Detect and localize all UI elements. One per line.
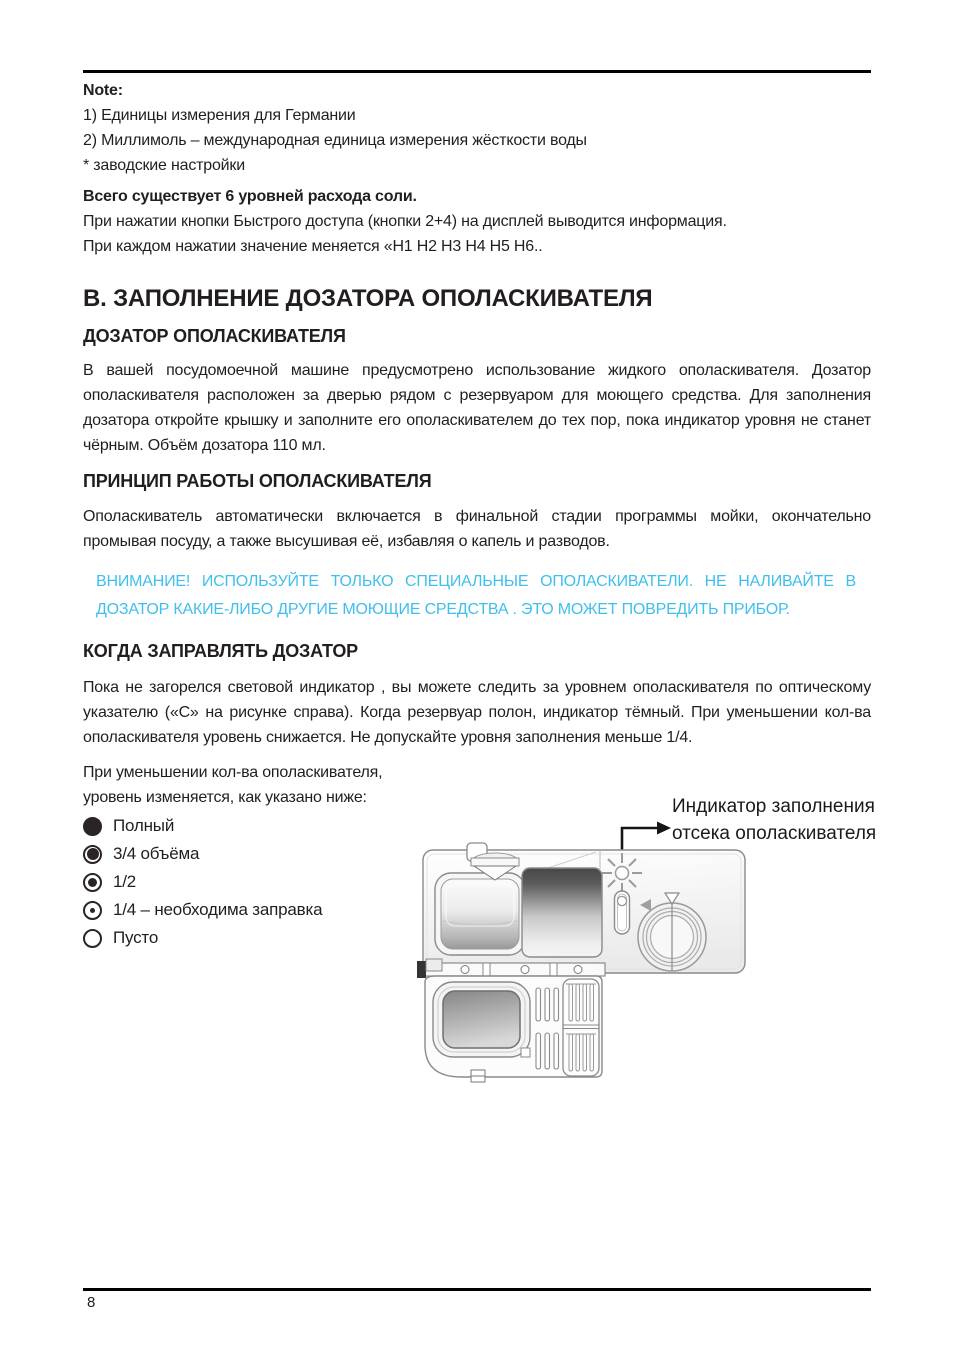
lid-ribbed-grate (563, 979, 599, 1076)
refill-body: Пока не загорелся световой индикатор , вы можете следить за уровнем ополаскивателя по оптическому указателю («С» на рисунке справа). Когда резервуар полон, индикатор тёмный. При уменьшении кол-ва ополаскивателя уровень снижается. Не допускайте уровня заполнения меньше 1/4. (83, 679, 871, 746)
figure-callout-line: отсека ополаскивателя (672, 823, 877, 844)
refill-heading: КОГДА ЗАПРАВЛЯТЬ ДОЗАТОР (83, 641, 358, 661)
salt-info-line: При нажатии кнопки Быстрого доступа (кнопки 2+4) на дисплей выводится информация. (83, 213, 727, 230)
level-item (83, 924, 423, 952)
section-title: B. ЗАПОЛНЕНИЕ ДОЗАТОРА ОПОЛАСКИВАТЕЛЯ (83, 285, 653, 312)
note-label: Note: (83, 82, 123, 99)
bottom-rule (83, 1288, 871, 1291)
top-rule (83, 70, 871, 73)
level-empty-icon (83, 929, 102, 948)
salt-info-line: При каждом нажатии значение меняется «H1 H2 H3 H4 H5 H6.. (83, 238, 543, 255)
detergent-main-compartment (435, 873, 525, 955)
level-full-icon (83, 817, 102, 836)
note-line: 1) Единицы измерения для Германии (83, 107, 356, 124)
note-line: 2) Миллимоль – международная единица измерения жёсткости воды (83, 132, 587, 149)
level-three-quarter-icon (83, 845, 102, 864)
principle-body: Ополаскиватель автоматически включается в финальной стадии программы мойки, окончательно промывая посуду, а также высушивая её, избавляя о капель и разводов. (83, 508, 871, 550)
warning-text: ВНИМАНИЕ! ИСПОЛЬЗУЙТЕ ТОЛЬКО СПЕЦИАЛЬНЫЕ ОПОЛАСКИВАТЕЛИ. НЕ НАЛИВАЙТЕ В ДОЗАТОР КАКИЕ-ЛИБО ДРУГИЕ МОЮЩИЕ СРЕДСТВА . ЭТО МОЖЕТ ПОВРЕДИТЬ ПРИБОР. (96, 573, 856, 618)
level-quarter-icon (83, 901, 102, 920)
levels-intro-line: При уменьшении кол-ва ополаскивателя, (83, 764, 383, 781)
sparkle-indicator-icon (602, 853, 642, 893)
level-label: 1/2 (113, 872, 137, 891)
dispenser-figure (415, 785, 760, 1100)
levels-intro-line: уровень изменяется, как указано ниже: (83, 789, 367, 806)
salt-info-bold-line: Всего существует 6 уровней расхода соли. (83, 188, 417, 205)
detergent-prewash-compartment (522, 868, 602, 957)
note-block (83, 78, 871, 178)
level-half-icon (83, 873, 102, 892)
level-item (83, 840, 423, 868)
level-label: 3/4 объёма (113, 844, 200, 863)
dispenser-heading: ДОЗАТОР ОПОЛАСКИВАТЕЛЯ (83, 326, 346, 346)
level-list (83, 812, 423, 952)
salt-info-block (83, 184, 871, 259)
principle-heading: ПРИНЦИП РАБОТЫ ОПОЛАСКИВАТЕЛЯ (83, 471, 432, 491)
level-label: 1/4 – необходима заправка (113, 900, 323, 919)
level-label: Полный (113, 816, 175, 835)
level-item (83, 812, 423, 840)
level-item (83, 868, 423, 896)
dispenser-body: В вашей посудомоечной машине предусмотрено использование жидкого ополаскивателя. Дозатор ополаскивателя расположен за дверью рядом с резервуаром для моющего средства. Для заполнения дозатора откройте крышку и заполните его ополаскивателем до тех пор, пока индикатор уровня не станет чёрным. Объём дозатора 110 мл. (83, 362, 871, 454)
note-line: * заводские настройки (83, 157, 245, 174)
figure-callout-line: Индикатор заполнения (672, 796, 875, 817)
level-label: Пусто (113, 928, 159, 947)
rinse-level-window-icon (615, 891, 630, 934)
page-number: 8 (87, 1294, 96, 1311)
level-item (83, 896, 423, 924)
